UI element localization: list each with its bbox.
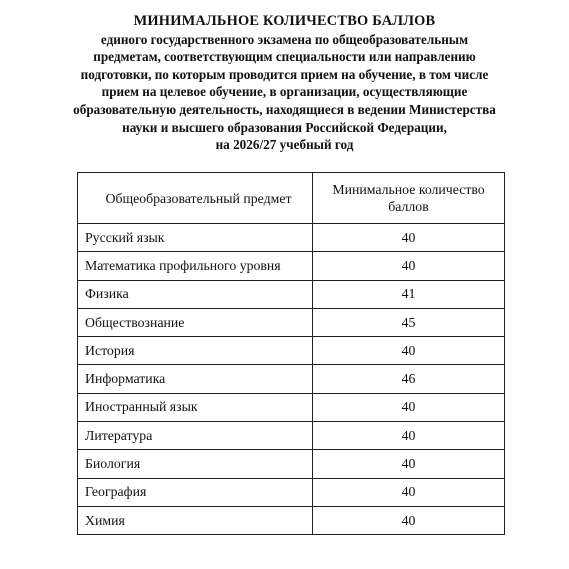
- subject-cell: Иностранный язык: [78, 393, 313, 421]
- table-row: [78, 252, 505, 280]
- table-row: [78, 337, 505, 365]
- heading-line: подготовки, по которым проводится прием на обучение, в том числе: [80, 66, 489, 82]
- subject-cell: Биология: [78, 450, 313, 478]
- table-header-row: [78, 173, 505, 224]
- score-cell: 40: [313, 252, 505, 280]
- table-row: [78, 450, 505, 478]
- score-cell: 41: [313, 280, 505, 308]
- subject-cell: География: [78, 478, 313, 506]
- table-row: [78, 393, 505, 421]
- heading-line: науки и высшего образования Российской Федерации,: [122, 119, 447, 135]
- subject-cell: Обществознание: [78, 308, 313, 336]
- score-cell: 40: [313, 450, 505, 478]
- score-cell: 45: [313, 308, 505, 336]
- min-scores-table: [77, 172, 505, 535]
- score-cell: 46: [313, 365, 505, 393]
- score-cell: 40: [313, 506, 505, 534]
- table-row: [78, 506, 505, 534]
- subject-column-header: Общеобразовательный предмет: [78, 173, 313, 224]
- table-row: [78, 422, 505, 450]
- score-cell: 40: [313, 337, 505, 365]
- table-row: [78, 280, 505, 308]
- heading-line: прием на целевое обучение, в организации, осуществляющие: [101, 84, 468, 100]
- score-cell: 40: [313, 478, 505, 506]
- document-heading: [30, 13, 539, 154]
- subject-cell: Физика: [78, 280, 313, 308]
- subject-cell: Математика профильного уровня: [78, 252, 313, 280]
- subject-cell: Химия: [78, 506, 313, 534]
- subject-cell: История: [78, 337, 313, 365]
- table-row: [78, 224, 505, 252]
- score-column-header: Минимальное количество баллов: [313, 173, 505, 224]
- heading-title: МИНИМАЛЬНОЕ КОЛИЧЕСТВО БАЛЛОВ: [133, 13, 436, 29]
- table-row: [78, 478, 505, 506]
- heading-line: единого государственного экзамена по общеобразовательным: [100, 31, 469, 47]
- subject-cell: Информатика: [78, 365, 313, 393]
- table-row: [78, 308, 505, 336]
- score-cell: 40: [313, 393, 505, 421]
- heading-line: образовательную деятельность, находящиеся в ведении Министерства: [73, 101, 496, 117]
- score-cell: 40: [313, 422, 505, 450]
- heading-line: на 2026/27 учебный год: [215, 137, 354, 153]
- score-cell: 40: [313, 224, 505, 252]
- subject-cell: Литература: [78, 422, 313, 450]
- table-row: [78, 365, 505, 393]
- subject-cell: Русский язык: [78, 224, 313, 252]
- heading-line: предметам, соответствующим специальности или направлению: [93, 49, 476, 65]
